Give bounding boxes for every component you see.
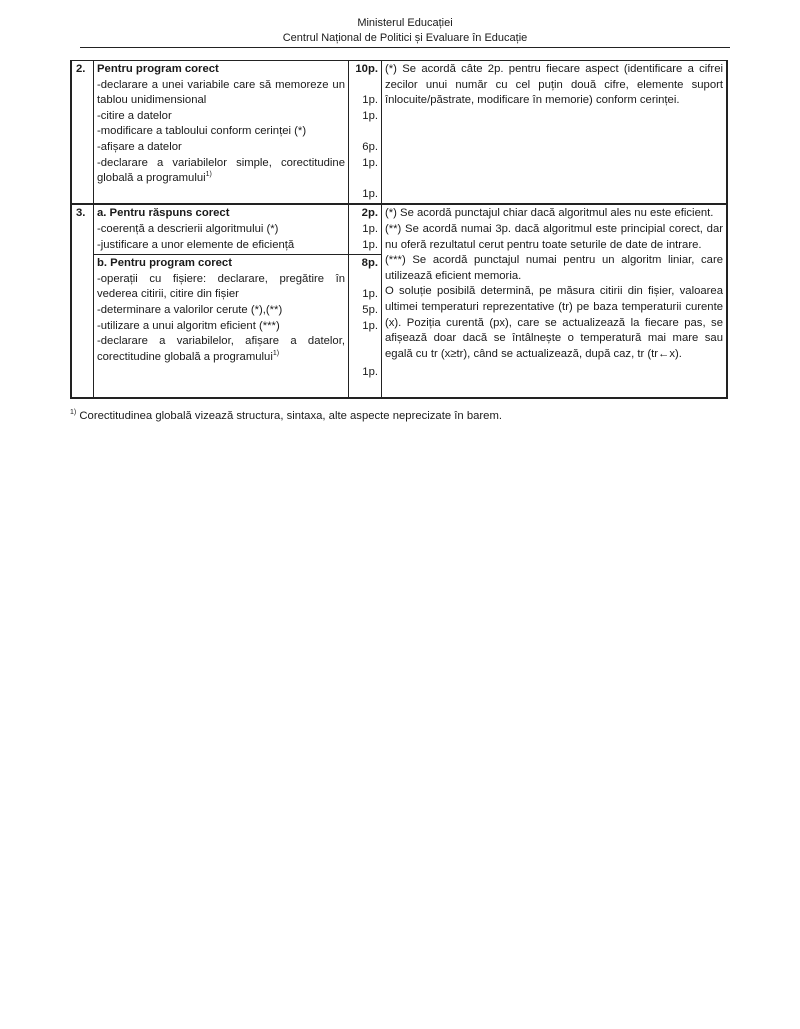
item-3a-row: [71, 204, 727, 254]
footnote-text: Corectitudinea globală vizează structura, sintaxa, alte aspecte neprecizate în barem.: [79, 410, 502, 422]
item-3-explanations: [382, 204, 728, 398]
note: (**) Se acordă numai 3p. dacă algoritmul este principial corect, dar nu oferă rezultatul cerut pentru toate seturile de date de intrare.: [385, 222, 723, 251]
spacer: [352, 78, 378, 94]
criterion-text: -declarare a variabilelor, afișare a datelor, corectitudine globală a programului: [97, 335, 345, 363]
total-points: 8p.: [361, 257, 378, 270]
criterion: -utilizare a unui algoritm eficient (***): [97, 319, 280, 332]
item-number: 2.: [71, 61, 94, 205]
points: 1p.: [362, 187, 378, 200]
ministry-name: Ministerul Educației: [357, 17, 453, 29]
total-points: 2p.: [361, 207, 378, 220]
item-3a-points: [349, 204, 382, 254]
criterion: -coerență a descrierii algoritmului (*): [97, 222, 279, 235]
criterion: [97, 334, 345, 365]
criterion: -operații cu fișiere: declarare, pregătire în vederea citirii, citire din fișier: [97, 272, 345, 301]
scoring-table: [70, 60, 728, 399]
criterion: -declarare a unei variabile care să memoreze un tablou unidimensional: [97, 78, 345, 107]
note: O soluție posibilă determină, pe măsura citirii din fișier, valoarea ultimei temperaturi reprezentative (tr) pe baza temperaturii curente (x). Poziția curentă (px), care se actualizează la fiecare pas, se afișează doar dacă se întâlnește o temperatură mai mare sau egală cu tr (x≥tr), când se actualizează, după caz, tr (tr←x).: [385, 285, 723, 360]
item-2-title: Pentru program corect: [97, 63, 219, 75]
points: 6p.: [362, 140, 378, 153]
criterion: -justificare a unor elemente de eficiență: [97, 238, 295, 251]
criterion: [97, 156, 345, 187]
criterion: -determinare a valorilor cerute (*),(**): [97, 303, 283, 316]
item-3a-criteria: [94, 204, 349, 254]
footnote-marker: 1): [272, 349, 280, 357]
spacer: [352, 171, 378, 187]
item-2-explanation: (*) Se acordă câte 2p. pentru fiecare aspect (identificare a cifrei zecilor unui număr cu cel puțin două cifre, elemente suport înlocuite/păstrate, modificare în memorie) conform cerinței.: [382, 61, 728, 205]
spacer: [97, 365, 345, 396]
criterion: -citire a datelor: [97, 109, 172, 122]
footnote: [70, 409, 730, 424]
points: 1p.: [362, 319, 378, 332]
spacer: [352, 124, 378, 140]
points: 1p.: [362, 288, 378, 301]
points: 5p.: [362, 303, 378, 316]
item-2-points: [349, 61, 382, 205]
header-divider: [80, 47, 730, 48]
points: 1p.: [362, 366, 378, 379]
spacer: [352, 272, 378, 288]
item-2-criteria: [94, 61, 349, 205]
criterion-text: -declarare a variabilelor simple, corectitudine globală a programului: [97, 156, 345, 185]
criterion: -afișare a datelor: [97, 140, 182, 153]
points: 1p.: [362, 238, 378, 251]
footnote-marker: 1): [205, 171, 212, 179]
item-3b-title: b. Pentru program corect: [97, 257, 232, 270]
points: 1p.: [362, 109, 378, 122]
note: (*) Se acordă punctajul chiar dacă algoritmul ales nu este eficient.: [385, 207, 714, 220]
points: 1p.: [362, 222, 378, 235]
points: 1p.: [362, 94, 378, 107]
footnote-marker: 1): [70, 409, 77, 417]
item-3b-points: [349, 255, 382, 399]
note: (***) Se acordă punctajul numai pentru un algoritm liniar, care utilizează eficient memoria.: [385, 254, 723, 282]
item-3a-title: a. Pentru răspuns corect: [97, 207, 230, 220]
item-number: 3.: [71, 204, 94, 398]
total-points: 10p.: [355, 63, 378, 75]
document-header: [80, 16, 730, 46]
spacer: [352, 334, 378, 365]
center-name: Centrul Național de Politici și Evaluare în Educație: [282, 32, 528, 44]
points: 1p.: [362, 156, 378, 169]
criterion: -modificare a tabloului conform cerinței (*): [97, 125, 307, 138]
item-2-row: [71, 61, 727, 205]
item-3b-criteria: [94, 255, 349, 399]
